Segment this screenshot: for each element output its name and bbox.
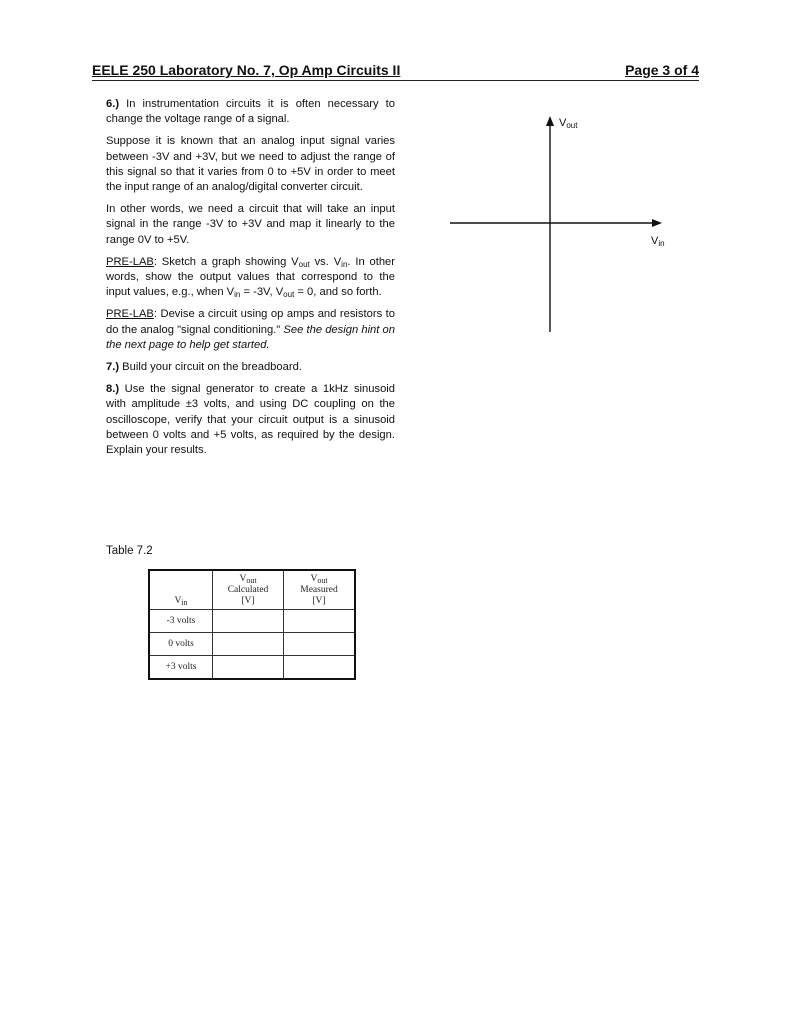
results-table [148,569,356,680]
header-vin [149,570,213,610]
prelab-label: PRE-LAB [106,308,154,321]
item-8 [106,382,395,458]
item-7 [106,360,395,375]
prelab-label: PRE-LAB [106,255,154,268]
header-text: [V] [312,596,326,606]
item-8-text: Use the signal generator to create a 1kHz sinusoid with amplitude ±3 volts, and using DC coupling on the oscilloscope, verify that your circuit output is a sinusoid between 0 volts and +5 volts, as required by the design. Explain your results. [106,383,395,457]
document-title: EELE 250 Laboratory No. 7, Op Amp Circuits II [92,62,401,78]
design-hint: See the design hint on the next page to help get started. [106,323,395,351]
x-axis-arrow [652,219,662,227]
paragraph-suppose: Suppose it is known that an analog input signal varies between -3V and +3V, but we need to adjust the range of this signal so that it varies from 0 to +5V in order to meet the input range of an analog/digital converter circuit. [106,135,395,194]
header-text: V [310,574,318,584]
row-label: +3 volts [149,656,213,680]
prelab-circuit [106,307,395,353]
y-axis-label: Vout [559,117,578,130]
header-text: [V] [241,596,255,606]
header-text: V [239,574,247,584]
header-vout-calculated [213,570,284,610]
header-text: Calculated [227,585,269,595]
prelab-text: = -3V, V [240,286,284,299]
subscript: out [246,576,257,585]
prelab-text: = 0, and so forth. [294,286,382,299]
calculated-cell[interactable] [213,656,284,680]
calculated-cell[interactable] [213,610,284,633]
prelab-graph [106,255,395,301]
subscript: out [298,259,310,269]
measured-cell[interactable] [284,656,356,680]
page-number: Page 3 of 4 [625,62,699,78]
subscript: out [317,576,328,585]
item-6 [106,97,395,127]
paragraph-other-words: In other words, we need a circuit that will take an input signal in the range -3V to +3V and map it linearly to the range 0V to +5V. [106,203,395,246]
measured-cell[interactable] [284,633,356,656]
y-axis-arrow [546,116,554,126]
item-7-text: Build your circuit on the breadboard. [122,361,302,374]
header-text: V [174,596,182,606]
prelab-text: . In other words, show the output values that correspond to the input values, e.g., when V [106,255,395,299]
prelab-text: vs. V [309,255,342,268]
x-axis-label: Vin [651,235,665,248]
table-caption: Table 7.2 [106,545,153,557]
subscript: in [234,290,241,300]
row-label: 0 volts [149,633,213,656]
item-6-text: In instrumentation circuits it is often necessary to change the voltage range of a signal. [106,98,395,126]
subscript: out [283,290,295,300]
prelab-text: : Devise a circuit using op amps and resistors to do the analog "signal conditioning." [106,308,395,336]
table-header-row [149,570,355,610]
item-6-number: 6.) [106,98,120,110]
measured-cell[interactable] [284,610,356,633]
item-8-number: 8.) [106,383,120,396]
subscript: in [341,259,348,269]
table-row [149,610,355,633]
header-vout-measured [284,570,356,610]
page-header [92,62,699,81]
table-row [149,656,355,680]
prelab-text: : Sketch a graph showing V [153,255,299,268]
table-row [149,633,355,656]
vout-vs-vin-axes [440,104,680,344]
subscript: in [181,598,188,607]
item-7-number: 7.) [106,361,120,374]
calculated-cell[interactable] [213,633,284,656]
header-text: Measured [300,585,338,595]
main-text-column [106,97,395,465]
row-label: -3 volts [149,610,213,633]
